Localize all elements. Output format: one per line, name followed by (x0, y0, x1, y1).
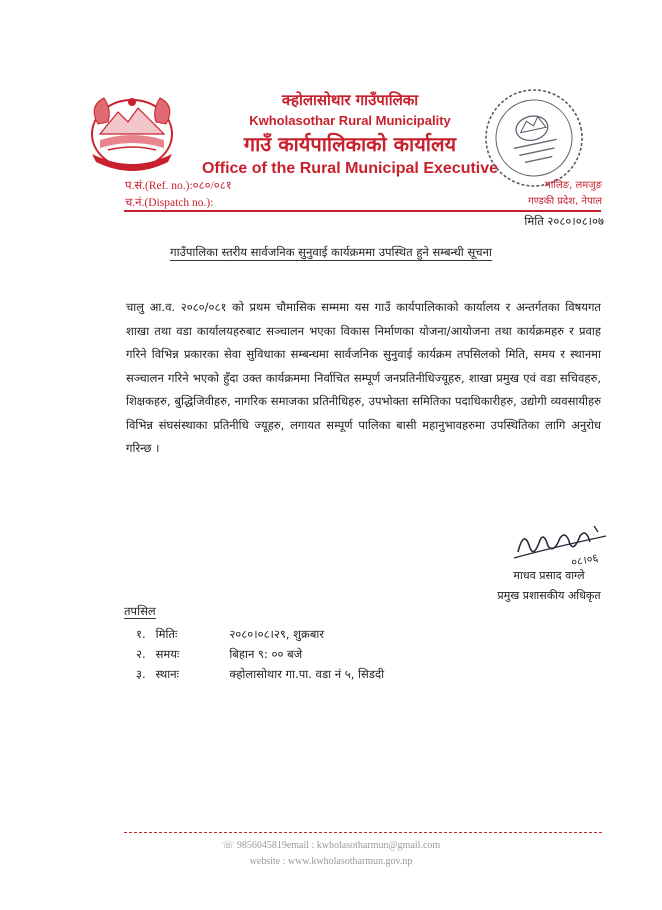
footer-email: ☏ 9856045819email : kwholasotharmun@gmail.com (221, 840, 441, 851)
dispatch-number: च.नं.(Dispatch no.): (125, 197, 214, 209)
letter-date: मिति २०८०।०८।०७ (524, 214, 604, 228)
footer-website: website : www.kwholasotharmun.gov.np (249, 856, 413, 867)
schedule-item-date: १. मितिः २०८०।०८।२९, शुक्रबार (136, 627, 325, 641)
notice-body: चालु आ.व. २०८०/०८१ को प्रथम चौमासिक सम्ममा यस गाउँ कार्यपालिकाको कार्यालय र अन्तर्गतका विषयगत शाखा तथा वडा कार्यालयहरुबाट सञ्चालन भएका विकास निर्माणका योजना/आयोजना तथा कार्यक्रमहरु र प्रवाह गरिने विभिन्न प्रकारका सेवा सुविधाका सम्बन्धमा सार्वजनिक सुनुवाई कार्यक्रम तपसिलको मिति, समय र स्थानमा सञ्चालन गरिने भएको हुँदा उक्त कार्यक्रममा निर्वाचित सम्पूर्ण जनप्रतिनीधिज्यूहरु, शाखा प्रमुख एवं वडा सचिवहरु, शिक्षकहरु, बुद्धिजिवीहरु, नागरिक समाजका प्रतिनीधिहरु, उपभोक्ता समितिका पदाधिकारीहरु, उद्योगी व्यवसायीहरु विभिन्न संघसंस्थाका प्रतिनीधि ज्यूहरु, लगायत सम्पूर्ण पालिका बासी महानुभावहरुमा उपस्थितिका लागि अनुरोध गरिन्छ । (126, 300, 601, 455)
address-line-2: गण्डकी प्रदेश, नेपाल (528, 196, 602, 207)
address-line-1: मालिङ, लमजुङ (544, 180, 602, 191)
reference-block (125, 178, 232, 212)
schedule-item-venue: ३. स्थानः क्होलासोथार गा.पा. वडा नं ५, सिडदी (136, 667, 385, 681)
header-divider (124, 210, 601, 212)
handwritten-signature (510, 518, 620, 570)
municipality-name-en: Kwholasothar Rural Municipality (249, 113, 451, 128)
schedule-item-time: २. समयः बिहान ९: ०० बजे (136, 647, 303, 661)
notice-subject (0, 245, 662, 260)
signatory-name: माधव प्रसाद वाग्ले (513, 569, 585, 582)
office-name-np: गाउँ कार्यपालिकाको कार्यालय (243, 132, 457, 156)
svg-text:०८।०६: ०८।०६ (570, 551, 600, 569)
ref-number: प.सं.(Ref. no.):०८०/०८१ (125, 180, 232, 192)
subject-text: गाउँपालिका स्तरीय सार्वजनिक सुनुवाई कार्यक्रममा उपस्थित हुने सम्बन्धी सूचना (170, 245, 492, 259)
footer-divider (124, 832, 602, 833)
municipality-name-np: क्होलासोथार गाउँपालिका (281, 91, 419, 109)
footer-contact (0, 838, 662, 870)
schedule-heading: तपसिल (124, 604, 156, 618)
signatory-title: प्रमुख प्रशासकीय अधिकृत (497, 589, 601, 602)
office-address (528, 178, 602, 210)
office-name-en: Office of the Rural Municipal Executive (201, 160, 499, 177)
schedule-list (136, 624, 384, 684)
